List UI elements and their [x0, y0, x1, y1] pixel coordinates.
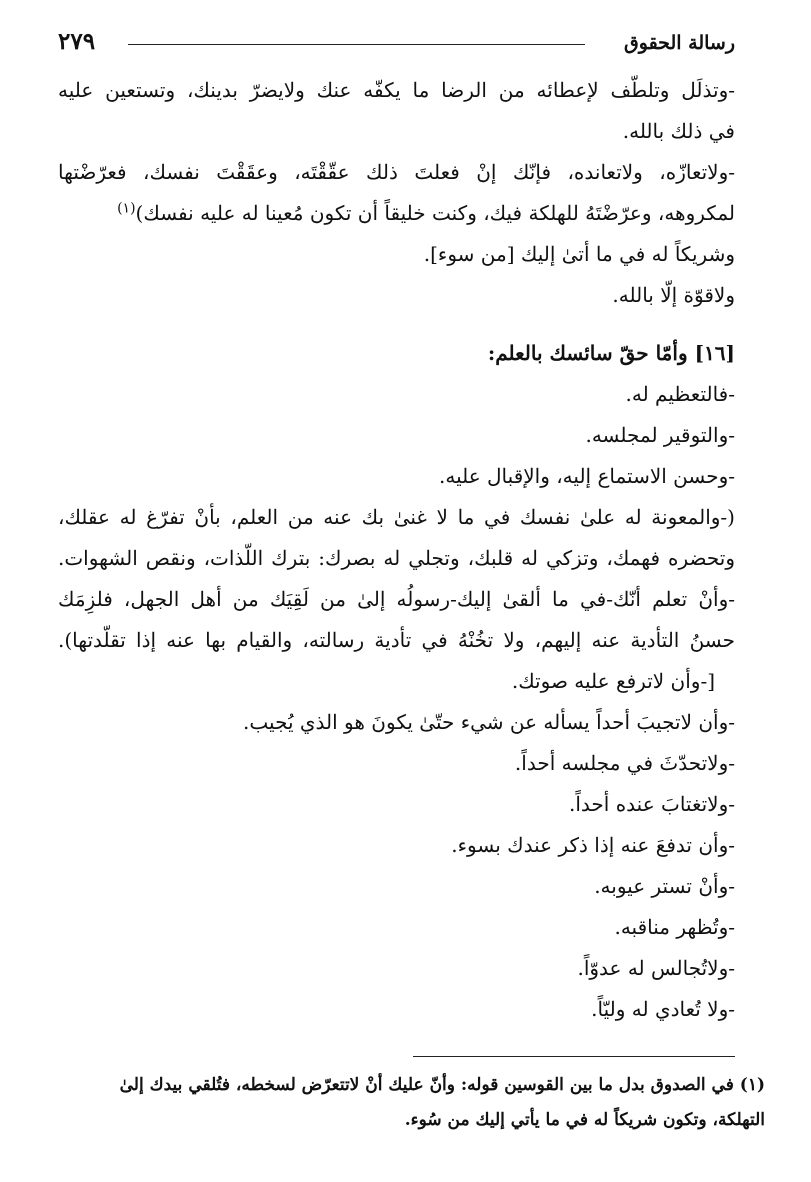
running-title: رسالة الحقوق — [624, 32, 735, 54]
header-rule — [128, 44, 585, 45]
body-line: -فالتعظيم له. — [625, 382, 735, 406]
body-line: ولاقوّة إلّا بالله. — [612, 283, 735, 307]
body-line-text: لمكروهه، وعرّضْتَهُ للهلكة فيك، وكنت خليقاً أن تكون مُعينا له عليه نفسك) — [135, 201, 735, 225]
body-line: -والتوقير لمجلسه. — [585, 423, 735, 447]
body-line: -وأنْ تستر عيوبه. — [594, 874, 735, 898]
body-line: حسنُ التأدية عنه إليهم، ولا تخُنْهُ في تأدية رسالته، والقيام بها عنه إذا تقلّدتها). — [58, 628, 735, 652]
body-line: -ولا تُعادي له وليّاً. — [591, 997, 735, 1021]
footnote-line: التهلكة، وتكون شريكاً له في ما يأتي إليك من سُوء. — [404, 1110, 765, 1130]
body-line: -ولاتعازّه، ولاتعانده، فإنّك إنْ فعلتَ ذلك عقّقْتَه، وعقَقْتَ نفسك، فعرّضْتها — [58, 160, 735, 184]
body-line: -وأن لاتجيبَ أحداً يسأله عن شيء حتّىٰ يكونَ هو الذي يُجيب. — [243, 710, 735, 734]
body-line: -ولاتحدّثَ في مجلسه أحداً. — [514, 751, 735, 775]
body-line: في ذلك بالله. — [622, 119, 735, 143]
body-line: وتحضره فهمك، وتزكي له قلبك، وتجلي له بصرك: بترك اللّذات، ونقص الشهوات. — [58, 546, 735, 570]
page-number: ٢٧٩ — [58, 28, 96, 55]
body-line: [-وأن لاترفع عليه صوتك. — [511, 669, 715, 693]
body-line: -وأن تدفعَ عنه إذا ذكر عندك بسوء. — [451, 833, 735, 857]
body-line: (-والمعونة له علىٰ نفسك في ما لا غنىٰ بك عنه من العلم، بأنْ تفرّغ له عقلك، — [58, 505, 735, 529]
body-line: وشريكاً له في ما أتىٰ إليك [من سوء]. — [423, 242, 735, 266]
section-heading: [١٦] وأمّا حقّ سائسك بالعلم: — [487, 341, 735, 365]
body-line: -وتُظهر مناقبه. — [614, 915, 735, 939]
body-line: -وأنْ تعلم أنّك-في ما ألقىٰ إليك-رسولُه إلىٰ من لَقِيَك من أهل الجهل، فلزِمَك — [58, 587, 735, 611]
body-line: -وتذلَل وتلطّف لإعطائه من الرضا ما يكفّه عنك ولايضرّ بدينك، وتستعين عليه — [58, 78, 735, 102]
footnote-line: (١) في الصدوق بدل ما بين القوسين قوله: وأنّ عليك أنْ لاتتعرّض لسخطه، فتُلقي بيدك إلىٰ — [119, 1075, 765, 1095]
body-line: -ولاتُجالس له عدوّاً. — [577, 956, 735, 980]
body-line: -ولاتغتابَ عنده أحداً. — [569, 792, 735, 816]
body-line: -وحسن الاستماع إليه، والإقبال عليه. — [439, 464, 735, 488]
footnote-reference: (١) — [117, 200, 136, 217]
page-header — [58, 30, 735, 64]
body-line-with-footnote-ref — [58, 197, 735, 229]
footnote-rule — [413, 1056, 735, 1057]
